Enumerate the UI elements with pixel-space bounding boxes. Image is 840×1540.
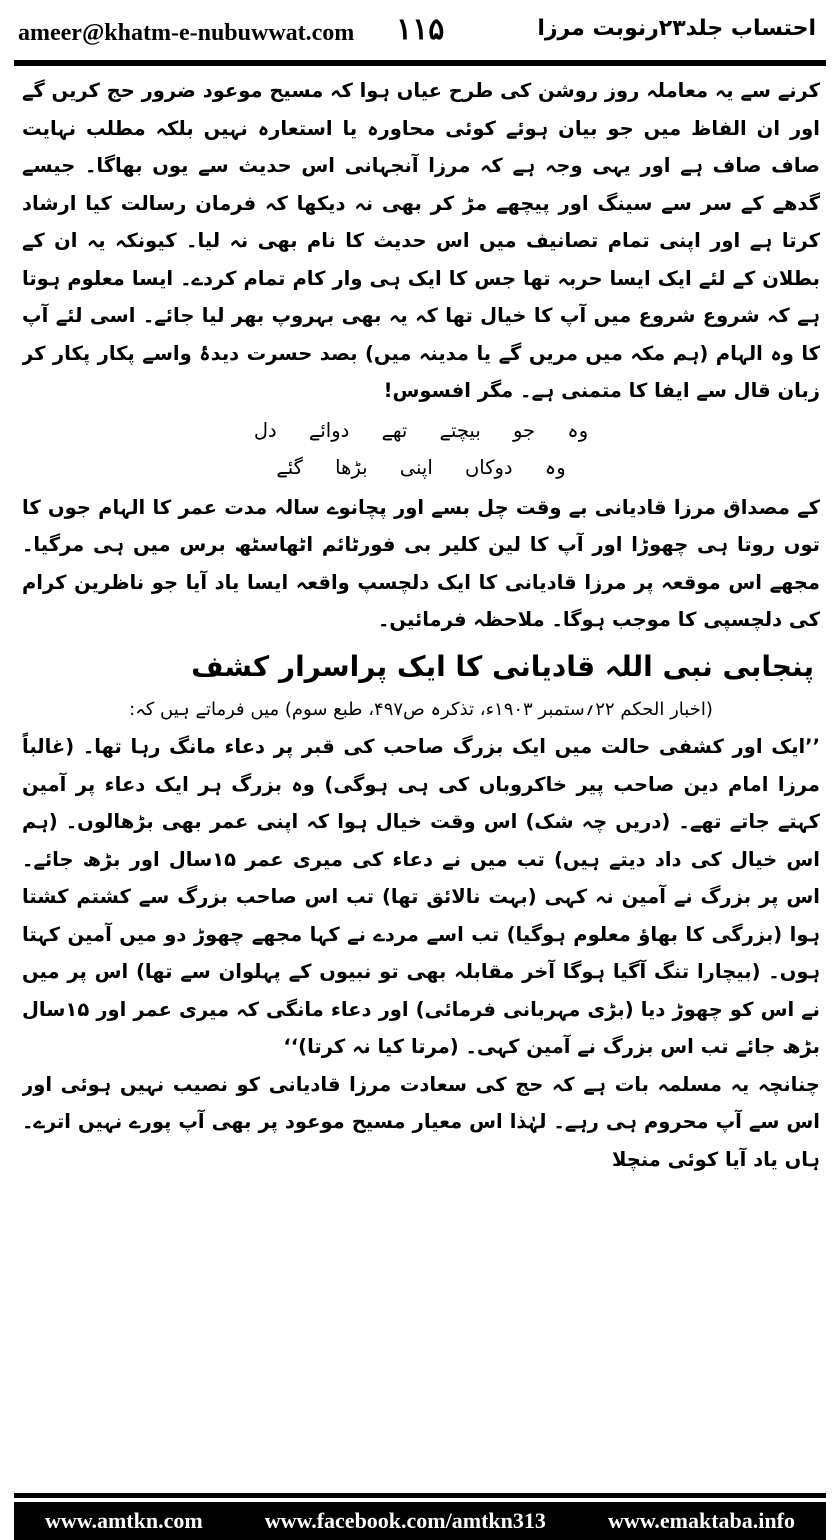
- page-number: ۱۱۵: [396, 12, 445, 47]
- page-body: [22, 72, 820, 1482]
- paragraph-3: چنانچہ یہ مسلمہ بات ہے کہ حج کی سعادت مرزا قادیانی کو نصیب نہیں ہوئی اور اس سے آپ محروم ہی رہے۔ لہٰذا اس معیار مسیح موعود پر بھی آپ پورے نہیں اترے۔ ہاں یاد آیا کوئی منچلا: [22, 1072, 820, 1171]
- header-title: احتساب جلد۲۳رنوبت مرزا: [537, 16, 816, 41]
- poem-couplet: [22, 412, 820, 487]
- poem-line-2: وہ دوکاں اپنی بڑھا گئے: [276, 456, 566, 479]
- paragraph-2: کے مصداق مرزا قادیانی بے وقت چل بسے اور پچانوے سالہ مدت عمر کا الہام جوں کا توں روتا ہی چھوڑا اور آپ کا لین کلیر بی فورٹائم اٹھاسٹھ برس میں ہی مرگیا۔ مجھے اس موقعہ پر مرزا قادیانی کا ایک دلچسپ واقعہ ایسا یاد آیا جو ناظرین کرام کی دلچسپی کا موجب ہوگا۔ ملاحظہ فرمائیں۔: [22, 495, 820, 631]
- page-header: [18, 8, 822, 56]
- header-email: ameer@khatm-e-nubuwwat.com: [18, 20, 355, 46]
- page-footer: [14, 1502, 826, 1540]
- footer-link-amtkn[interactable]: www.amtkn.com: [45, 1508, 203, 1533]
- paragraph-1: کرنے سے یہ معاملہ روز روشن کی طرح عیاں ہوا کہ مسیح موعود ضرور حج کریں گے اور ان الفاظ میں جو بیان ہوئے کوئی محاورہ یا استعارہ نہیں بلکہ مطلب نہایت صاف صاف ہے اور یہی وجہ ہے کہ مرزا آنجہانی اس حدیث سے یوں بھاگا۔ جیسے گدھے کے سر سے سینگ اور پیچھے مڑ کر بھی نہ دیکھا کہ فرمان رسالت کیا ارشاد کرتا ہے اور اپنی تمام تصانیف میں اس حدیث کا نام بھی نہ لیا۔ کیونکہ یہ ان کے بطلان کے لئے ایک ایسا حربہ تھا جس کا ایک ہی وار کام تمام کردے۔ ایسا معلوم ہوتا ہے کہ شروع شروع میں آپ کا خیال تھا کہ یہ بھی بہروپ بھر لیا جائے۔ اسی لئے آپ کا وہ الہام (ہم مکہ میں مریں گے یا مدینہ میں) بصد حسرت دیدۂ واسے پکار پکار کر زبان قال سے ایفا کا متمنی ہے۔ مگر افسوس!: [22, 79, 820, 402]
- citation-line: (اخبار الحکم ۲۲؍ستمبر ۱۹۰۳ء، تذکرہ ص۴۹۷، طبع سوم) میں فرماتے ہیں کہ:: [129, 698, 713, 720]
- poem-line-1: وہ جو بیچتے تھے دوائے دل: [253, 418, 589, 442]
- footer-rule: [14, 1493, 826, 1498]
- section-heading: پنجابی نبی اللہ قادیانی کا ایک پراسرار کشف: [191, 649, 814, 683]
- header-rule: [14, 60, 826, 66]
- footer-link-facebook[interactable]: www.facebook.com/amtkn313: [264, 1508, 546, 1533]
- quoted-passage: ’’ایک اور کشفی حالت میں ایک بزرگ صاحب کی قبر پر دعاء مانگ رہا تھا۔ (غالباً مرزا امام دین صاحب پیر خاکروباں کی ہی ہوگی) وہ بزرگ ہر ایک دعاء پر آمین کہتے جاتے تھے۔ (دریں چہ شک) اس وقت خیال ہوا کہ اپنی عمر بھی بڑھالوں۔ (ہم اس خیال کی داد دیتے ہیں) تب میں نے دعاء کی میری عمر ۱۵سال اور بڑھ جائے۔ اس پر بزرگ نے آمین نہ کہی (بہت نالائق تھا) تب اس صاحب بزرگ سے کشتم کشتا ہوا (بزرگی کا بھاؤ معلوم ہوگیا) تب اسے مردے نے کہا مجھے چھوڑ دو میں آمین کہتا ہوں۔ (بیچارا تنگ آگیا ہوگا آخر مقابلہ بھی تو نبیوں کے پہلوان سے تھا) اس پر میں نے اس کو چھوڑ دیا (بڑی مہربانی فرمائی) اور دعاء مانگی کہ میری عمر اور ۱۵سال بڑھ جائے تب اس بزرگ نے آمین کہی۔ (مرتا کیا نہ کرتا)‘‘: [22, 735, 820, 1058]
- footer-link-emaktaba[interactable]: www.emaktaba.info: [607, 1508, 795, 1533]
